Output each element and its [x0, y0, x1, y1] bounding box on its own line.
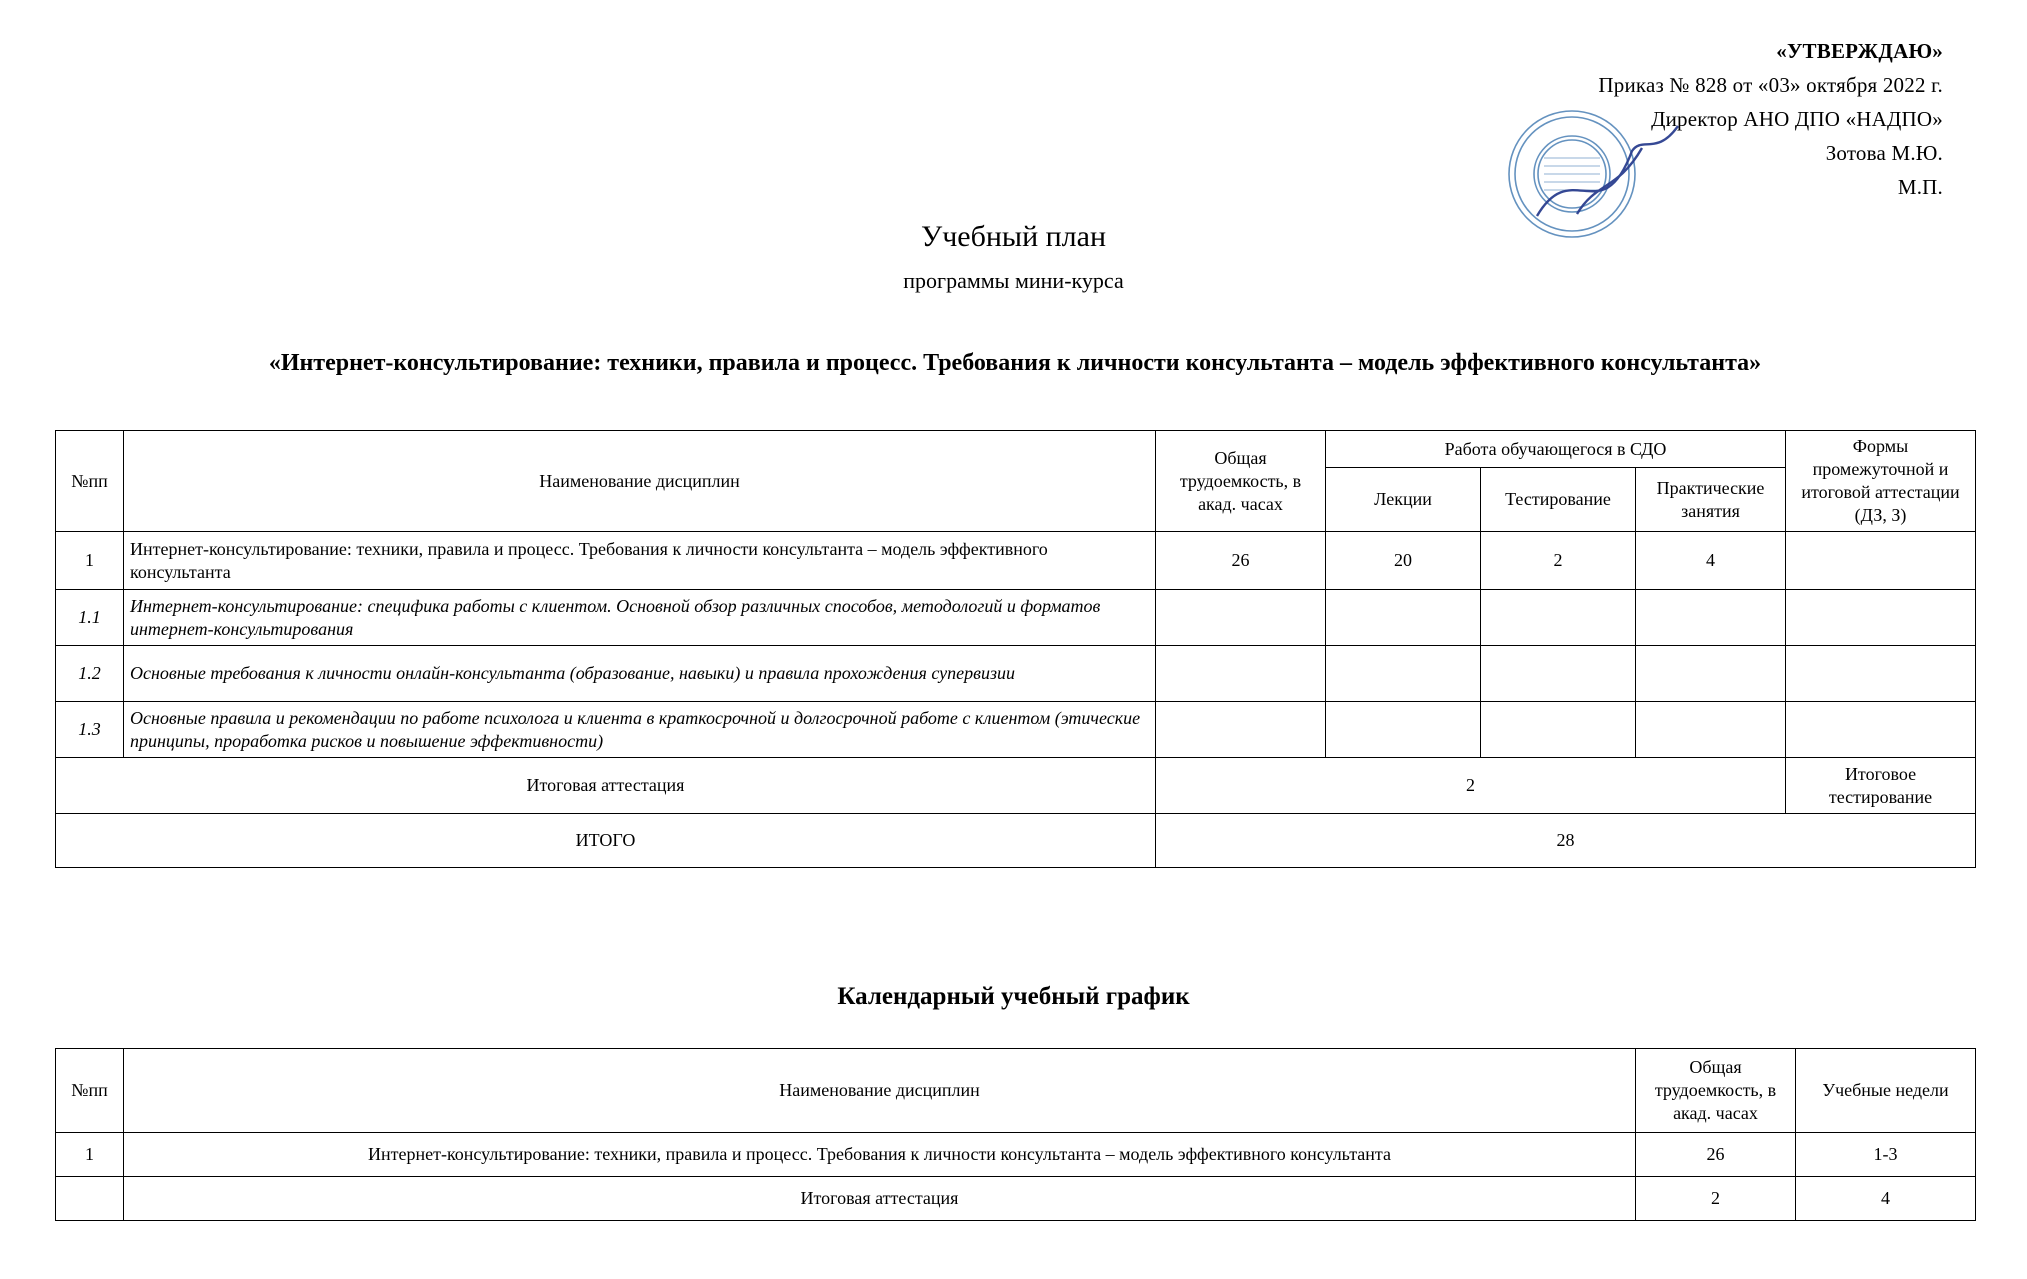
page-subtitle: программы мини-курса [903, 268, 1124, 293]
row-num [56, 1177, 124, 1221]
header-num: №пп [56, 431, 124, 532]
row-total [1156, 590, 1326, 646]
row-practice [1636, 590, 1786, 646]
header-study-weeks: Учебные недели [1796, 1049, 1976, 1133]
row-num: 1.3 [56, 702, 124, 758]
header-sdo-work: Работа обучающегося в СДО [1326, 431, 1786, 468]
header-discipline: Наименование дисциплин [124, 431, 1156, 532]
header-total-hours: Общая трудоемкость, в акад. часах [1636, 1049, 1796, 1133]
row-weeks: 1-3 [1796, 1133, 1976, 1177]
final-attestation-label: Итоговая аттестация [56, 758, 1156, 814]
row-forms [1786, 590, 1976, 646]
approval-director: Директор АНО ДПО «НАДПО» [1651, 107, 1943, 131]
row-total: 26 [1156, 532, 1326, 590]
table-row [56, 590, 1976, 646]
header-practice: Практические занятия [1636, 468, 1786, 532]
header-lectures: Лекции [1326, 468, 1481, 532]
row-lectures [1326, 646, 1481, 702]
row-practice [1636, 646, 1786, 702]
approval-heading: «УТВЕРЖДАЮ» [1776, 39, 1943, 63]
row-discipline: Интернет-консультирование: техники, правила и процесс. Требования к личности консультанта – модель эффективного консультанта [124, 1133, 1636, 1177]
row-forms [1786, 702, 1976, 758]
header-num: №пп [56, 1049, 124, 1133]
page-title: Учебный план [920, 220, 1107, 253]
approval-name: Зотова М.Ю. [1825, 141, 1943, 165]
table-row [56, 702, 1976, 758]
row-lectures [1326, 590, 1481, 646]
row-lectures [1326, 702, 1481, 758]
curriculum-plan-table [55, 430, 1976, 868]
row-discipline: Интернет-консультирование: специфика работы с клиентом. Основной обзор различных способов, методологий и форматов интернет-консультирования [124, 590, 1156, 646]
row-testing [1481, 702, 1636, 758]
approval-block [1473, 34, 1943, 204]
row-num: 1.2 [56, 646, 124, 702]
row-discipline: Основные требования к личности онлайн-консультанта (образование, навыки) и правила прохождения супервизии [124, 646, 1156, 702]
table-row [56, 646, 1976, 702]
row-discipline: Интернет-консультирование: техники, правила и процесс. Требования к личности консультанта – модель эффективного консультанта [124, 532, 1156, 590]
row-num: 1 [56, 532, 124, 590]
row-total: 2 [1636, 1177, 1796, 1221]
header-discipline: Наименование дисциплин [124, 1049, 1636, 1133]
schedule-title: Календарный учебный график [837, 983, 1190, 1010]
course-title: «Интернет-консультирование: техники, правила и процесс. Требования к личности консультанта – модель эффективного консультанта» [268, 350, 1762, 376]
row-lectures: 20 [1326, 532, 1481, 590]
total-row [56, 814, 1976, 868]
row-discipline: Основные правила и рекомендации по работе психолога и клиента в краткосрочной и долгосрочной работе с клиентом (этические принципы, проработка рисков и повышение эффективности) [124, 702, 1156, 758]
academic-schedule-table [55, 1048, 1976, 1221]
header-testing: Тестирование [1481, 468, 1636, 532]
row-total [1156, 702, 1326, 758]
row-practice: 4 [1636, 532, 1786, 590]
row-forms [1786, 532, 1976, 590]
approval-seal-mark: М.П. [1897, 175, 1943, 199]
table-row [56, 1177, 1976, 1221]
table-row [56, 1133, 1976, 1177]
table-header-row [56, 1049, 1976, 1133]
final-attestation-form: Итоговое тестирование [1786, 758, 1976, 814]
header-attestation-forms: Формы промежуточной и итоговой аттестации (ДЗ, З) [1786, 431, 1976, 532]
row-discipline: Итоговая аттестация [124, 1177, 1636, 1221]
header-total-hours: Общая трудоемкость, в акад. часах [1156, 431, 1326, 532]
total-label: ИТОГО [56, 814, 1156, 868]
row-total [1156, 646, 1326, 702]
total-hours: 28 [1156, 814, 1976, 868]
table-header-row [56, 431, 1976, 468]
row-forms [1786, 646, 1976, 702]
approval-order: Приказ № 828 от «03» октября 2022 г. [1598, 73, 1943, 97]
final-attestation-row [56, 758, 1976, 814]
row-total: 26 [1636, 1133, 1796, 1177]
row-practice [1636, 702, 1786, 758]
table-row [56, 532, 1976, 590]
row-testing [1481, 590, 1636, 646]
row-num: 1 [56, 1133, 124, 1177]
row-testing [1481, 646, 1636, 702]
row-num: 1.1 [56, 590, 124, 646]
final-attestation-hours: 2 [1156, 758, 1786, 814]
row-weeks: 4 [1796, 1177, 1976, 1221]
row-testing: 2 [1481, 532, 1636, 590]
